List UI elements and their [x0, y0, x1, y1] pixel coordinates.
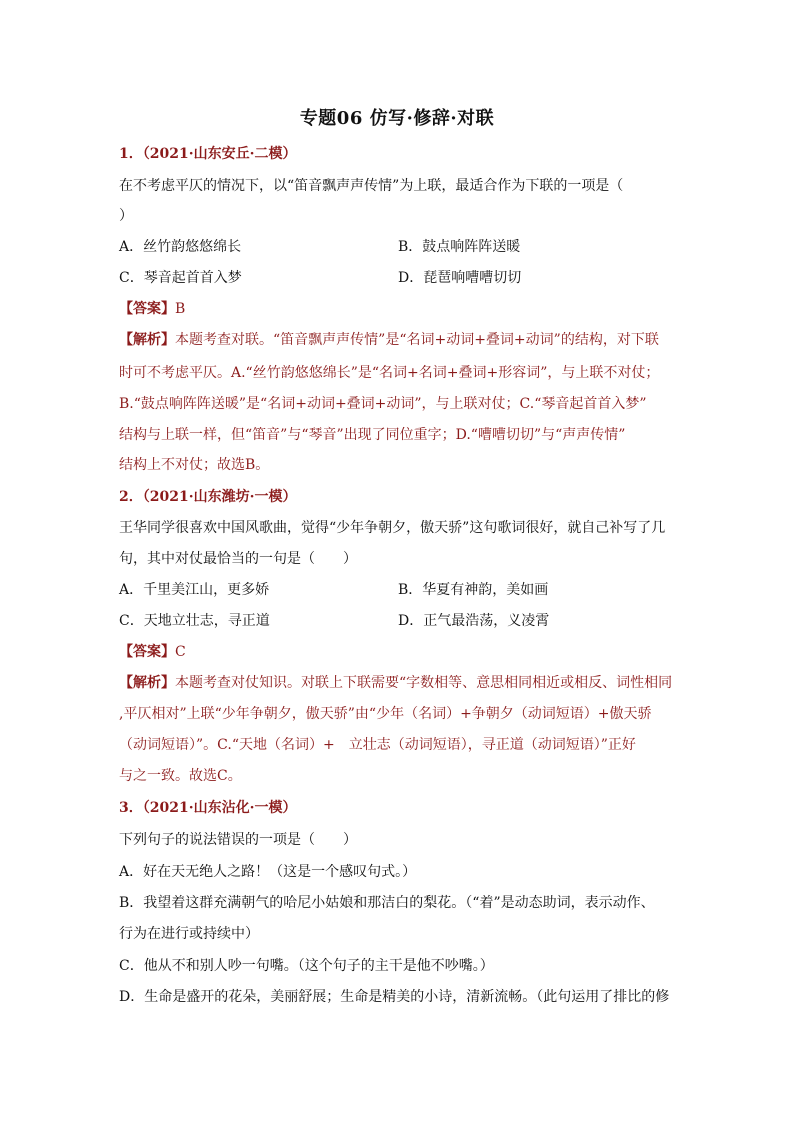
- question-2-option-d: D．正气最浩荡，义凌霄: [398, 613, 550, 629]
- analysis-label: 【解析】: [119, 675, 175, 691]
- question-3-option-c: C．他从不和别人吵一句嘴。（这个句子的主干是他不吵嘴。）: [119, 958, 494, 974]
- question-3-header: 3．（2021·山东沾化·一模）: [119, 800, 297, 816]
- answer-label: 【答案】: [119, 301, 175, 317]
- question-3-option-b-line-1: B．我望着这群充满朝气的哈尼小姑娘和那洁白的梨花。（“着”是动态助词，表示动作、: [119, 895, 655, 911]
- question-3-option-b-line-2: 行为在进行或持续中）: [119, 926, 259, 942]
- question-2-analysis-line-3: （动词短语）”。C.“天地（名词）+ 立壮志（动词短语），寻正道（动词短语）”正好: [119, 737, 636, 753]
- question-1-option-b: B．鼓点响阵阵送暖: [398, 239, 521, 255]
- question-1-stem-line-2: ）: [119, 208, 133, 224]
- question-2-stem-line-2: 句，其中对仗最恰当的一句是（ ）: [119, 551, 357, 567]
- question-1-option-a: A．丝竹韵悠悠绵长: [119, 239, 242, 255]
- question-1-analysis-line-2: 时可不考虑平仄。A.“丝竹韵悠悠绵长”是“名词+名词+叠词+形容词”，与上联不对仗；: [119, 365, 660, 381]
- question-1-analysis-line-5: 结构上不对仗；故选B。: [119, 457, 270, 473]
- question-3-option-d-line-1: D．生命是盛开的花朵，美丽舒展；生命是精美的小诗，清新流畅。（此句运用了排比的修: [119, 989, 670, 1005]
- question-2-option-b: B．华夏有神韵，美如画: [398, 582, 549, 598]
- question-1-option-d: D．琵琶响嘈嘈切切: [398, 270, 522, 286]
- question-2-analysis-line-1: [119, 673, 679, 693]
- page-title: 专题06 仿写·修辞·对联: [299, 108, 495, 129]
- question-2-analysis-line-4: 与之一致。故选C。: [119, 768, 242, 784]
- question-3-option-a: A．好在天无绝人之路！（这是一个感叹句式。）: [119, 864, 417, 880]
- question-1-analysis-line-4: 结构与上联一样，但“笛音”与“琴音”出现了同位重字；D.“嘈嘈切切”与“声声传情”: [119, 427, 626, 443]
- question-2-stem-line-1: 王华同学很喜欢中国风歌曲，觉得“少年争朝夕，傲天骄”这句歌词很好，就自己补写了几: [119, 520, 666, 536]
- question-2-analysis-line-2: ,平仄相对”上联“少年争朝夕，傲天骄”由“少年（名词）+争朝夕（动词短语）+傲天骄: [119, 706, 652, 722]
- question-2-option-c: C．天地立壮志，寻正道: [119, 613, 270, 629]
- question-2-header: 2．（2021·山东潍坊·一模）: [119, 489, 297, 505]
- analysis-text: 本题考查对仗知识。对联上下联需要“字数相等、意思相同相近或相反、词性相同: [175, 675, 673, 691]
- question-1-analysis-line-1: [119, 330, 679, 350]
- question-1-header: 1．（2021·山东安丘·二模）: [119, 146, 297, 162]
- question-2-answer: [119, 642, 679, 662]
- answer-label: 【答案】: [119, 644, 175, 660]
- question-2-option-a: A．千里美江山，更多娇: [119, 582, 270, 598]
- question-3-stem: 下列句子的说法错误的一项是（ ）: [119, 832, 357, 848]
- question-1-answer: [119, 299, 679, 319]
- analysis-text: 本题考查对联。“笛音飘声声传情”是“名词+动词+叠词+动词”的结构，对下联: [175, 332, 659, 348]
- analysis-label: 【解析】: [119, 332, 175, 348]
- answer-value: C: [175, 644, 186, 660]
- question-1-stem-line-1: 在不考虑平仄的情况下，以“笛音飘声声传情”为上联，最适合作为下联的一项是（: [119, 178, 624, 194]
- question-1-option-c: C．琴音起首首入梦: [119, 270, 242, 286]
- question-1-analysis-line-3: B.“鼓点响阵阵送暖”是“名词+动词+叠词+动词”，与上联对仗；C.“琴音起首首入梦”: [119, 396, 647, 412]
- answer-value: B: [175, 301, 186, 317]
